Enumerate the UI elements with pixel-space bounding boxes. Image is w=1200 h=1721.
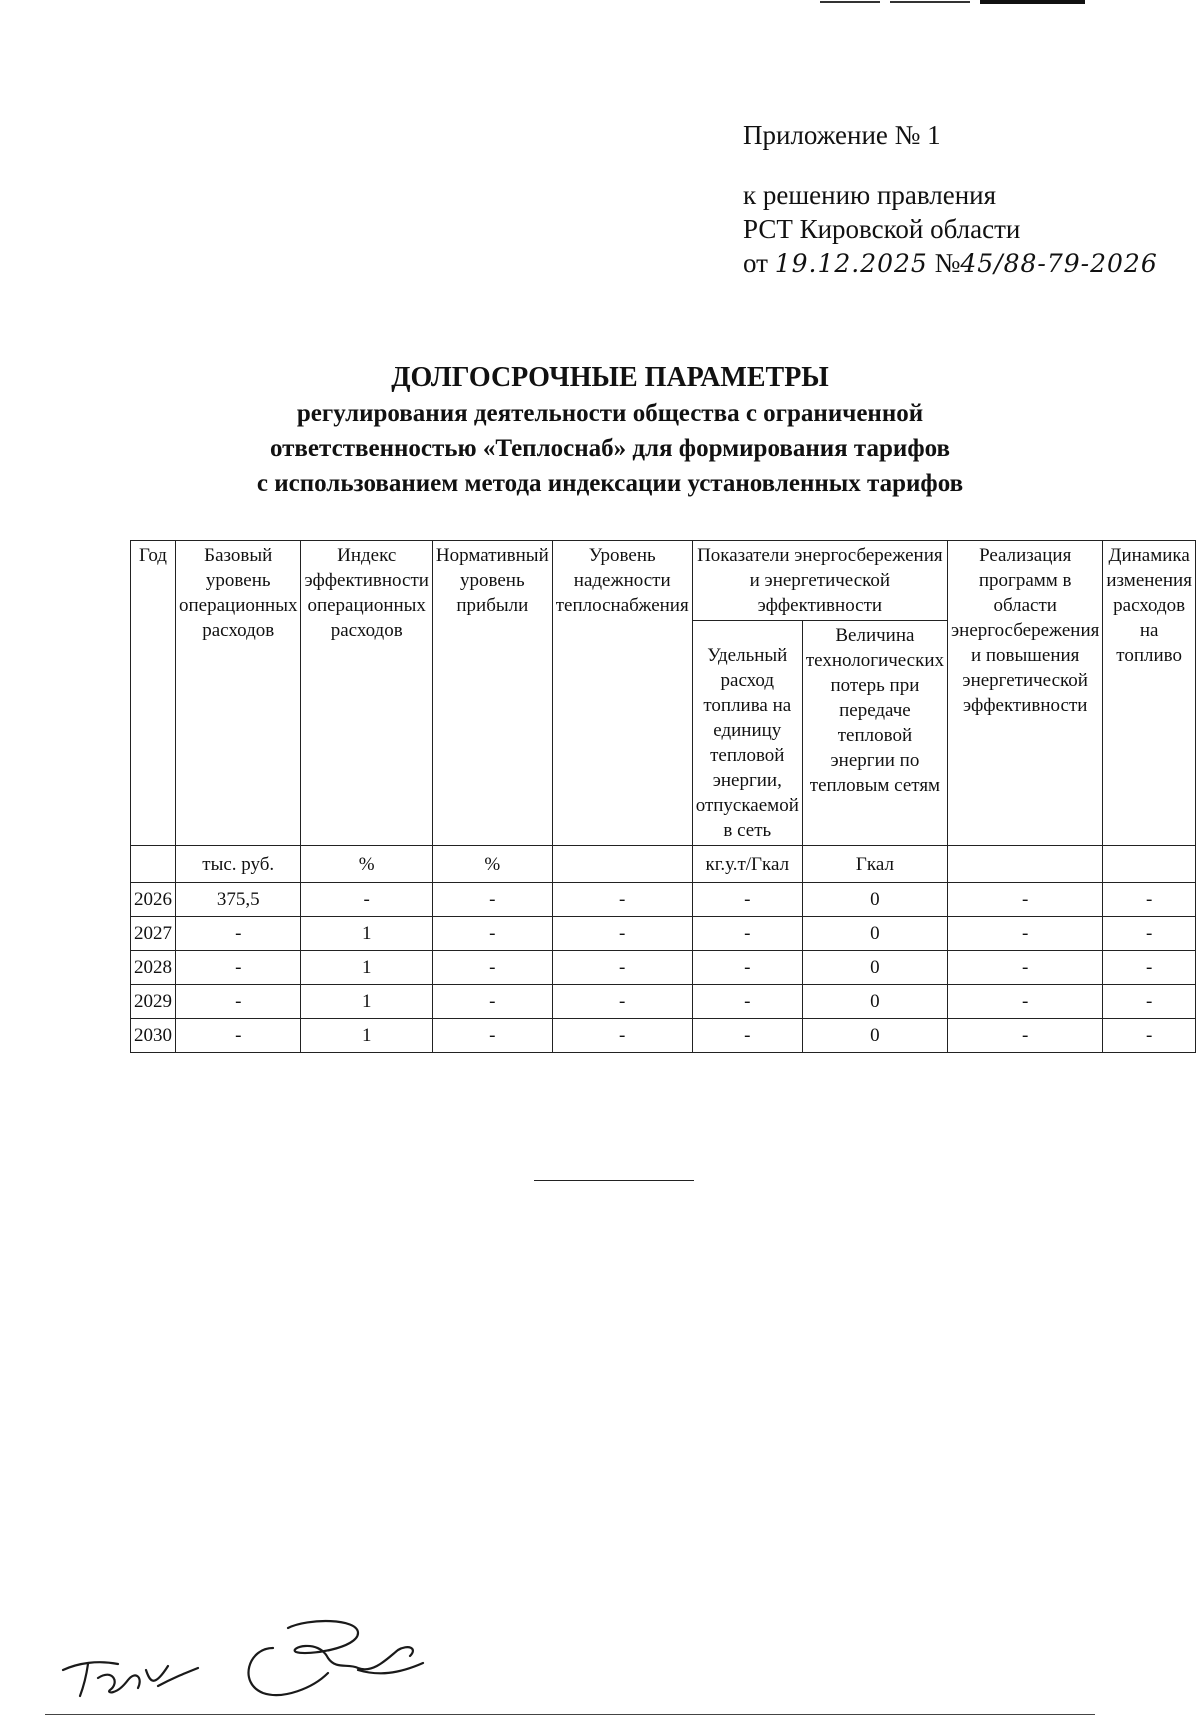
table-row (131, 985, 1196, 1019)
cell-reliability: - (552, 883, 692, 917)
signature-mark-2 (249, 1621, 423, 1695)
cell-losses: 0 (802, 985, 947, 1019)
cell-efficiency-index: - (301, 883, 432, 917)
handwritten-date: 19.12.2025 (774, 249, 928, 278)
heading-line-3: с использованием метода индексации установленных тарифов (256, 470, 964, 497)
appendix-date-line (743, 246, 1158, 281)
header-fuel-dynamics: Динамика изменения расходов на топливо (1103, 541, 1196, 846)
cell-year: 2028 (131, 951, 176, 985)
cell-fuel-rate: - (692, 1019, 802, 1053)
cell-base-opex: - (176, 917, 301, 951)
cell-efficiency-index: 1 (301, 951, 432, 985)
unit-reliability (552, 846, 692, 883)
unit-losses: Гкал (802, 846, 947, 883)
cell-normative-profit: - (432, 985, 552, 1019)
cell-efficiency-index: 1 (301, 917, 432, 951)
document-heading (0, 360, 1200, 501)
unit-normative-profit: % (432, 846, 552, 883)
unit-programs (948, 846, 1103, 883)
cell-losses: 0 (802, 883, 947, 917)
cell-reliability: - (552, 985, 692, 1019)
cell-fuel-rate: - (692, 917, 802, 951)
cell-normative-profit: - (432, 951, 552, 985)
end-divider (534, 1180, 694, 1181)
header-normative-profit: Нормативный уровень прибыли (432, 541, 552, 846)
heading-line-1: регулирования деятельности общества с ограниченной (296, 400, 924, 427)
bottom-scan-line (45, 1714, 1095, 1715)
unit-fuel-rate: кг.у.т/Гкал (692, 846, 802, 883)
header-energy-group: Показатели энергосбережения и энергетической эффективности (692, 541, 947, 621)
cell-reliability: - (552, 951, 692, 985)
parameters-table (130, 540, 1196, 1053)
cell-fuel-dynamics: - (1103, 1019, 1196, 1053)
signature-mark-1 (63, 1662, 198, 1696)
cell-efficiency-index: 1 (301, 1019, 432, 1053)
unit-fuel-dynamics (1103, 846, 1196, 883)
heading-title: ДОЛГОСРОЧНЫЕ ПАРАМЕТРЫ (391, 362, 829, 393)
scan-edge-marks (820, 0, 1090, 6)
cell-losses: 0 (802, 1019, 947, 1053)
table-row (131, 951, 1196, 985)
cell-base-opex: 375,5 (176, 883, 301, 917)
heading-line-2: ответственностью «Теплоснаб» для формирования тарифов (269, 435, 950, 462)
cell-year: 2026 (131, 883, 176, 917)
table-row (131, 883, 1196, 917)
cell-base-opex: - (176, 985, 301, 1019)
header-programs: Реализация программ в области энергосбережения и повышения энергетической эффективности (948, 541, 1103, 846)
cell-programs: - (948, 1019, 1103, 1053)
header-reliability: Уровень надежности теплоснабжения (552, 541, 692, 846)
cell-fuel-rate: - (692, 951, 802, 985)
header-year: Год (131, 541, 176, 846)
cell-normative-profit: - (432, 1019, 552, 1053)
unit-base-opex: тыс. руб. (176, 846, 301, 883)
appendix-authority-line: РСТ Кировской области (743, 214, 1021, 244)
cell-fuel-rate: - (692, 985, 802, 1019)
cell-fuel-dynamics: - (1103, 951, 1196, 985)
cell-normative-profit: - (432, 883, 552, 917)
appendix-decision-line: к решению правления (743, 180, 997, 210)
header-base-opex: Базовый уровень операционных расходов (176, 541, 301, 846)
cell-fuel-rate: - (692, 883, 802, 917)
cell-base-opex: - (176, 951, 301, 985)
unit-year (131, 846, 176, 883)
cell-year: 2029 (131, 985, 176, 1019)
number-prefix: № (934, 248, 961, 278)
appendix-block (743, 118, 1158, 281)
cell-fuel-dynamics: - (1103, 883, 1196, 917)
cell-programs: - (948, 917, 1103, 951)
unit-efficiency-index: % (301, 846, 432, 883)
handwritten-number: 45/88-79-2026 (960, 249, 1158, 278)
cell-programs: - (948, 985, 1103, 1019)
cell-year: 2027 (131, 917, 176, 951)
appendix-title: Приложение № 1 (743, 120, 941, 150)
date-prefix: от (743, 248, 768, 278)
header-losses: Величина технологических потерь при передаче тепловой энергии по тепловым сетям (802, 621, 947, 846)
cell-fuel-dynamics: - (1103, 985, 1196, 1019)
cell-reliability: - (552, 917, 692, 951)
handwritten-signatures (58, 1608, 438, 1708)
cell-year: 2030 (131, 1019, 176, 1053)
cell-programs: - (948, 951, 1103, 985)
header-efficiency-index: Индекс эффективности операционных расходов (301, 541, 432, 846)
cell-normative-profit: - (432, 917, 552, 951)
cell-programs: - (948, 883, 1103, 917)
cell-losses: 0 (802, 917, 947, 951)
header-fuel-rate: Удельный расход топлива на единицу тепловой энергии, отпускаемой в сеть (692, 621, 802, 846)
cell-reliability: - (552, 1019, 692, 1053)
cell-efficiency-index: 1 (301, 985, 432, 1019)
cell-base-opex: - (176, 1019, 301, 1053)
table-row (131, 1019, 1196, 1053)
table-row (131, 917, 1196, 951)
cell-fuel-dynamics: - (1103, 917, 1196, 951)
cell-losses: 0 (802, 951, 947, 985)
